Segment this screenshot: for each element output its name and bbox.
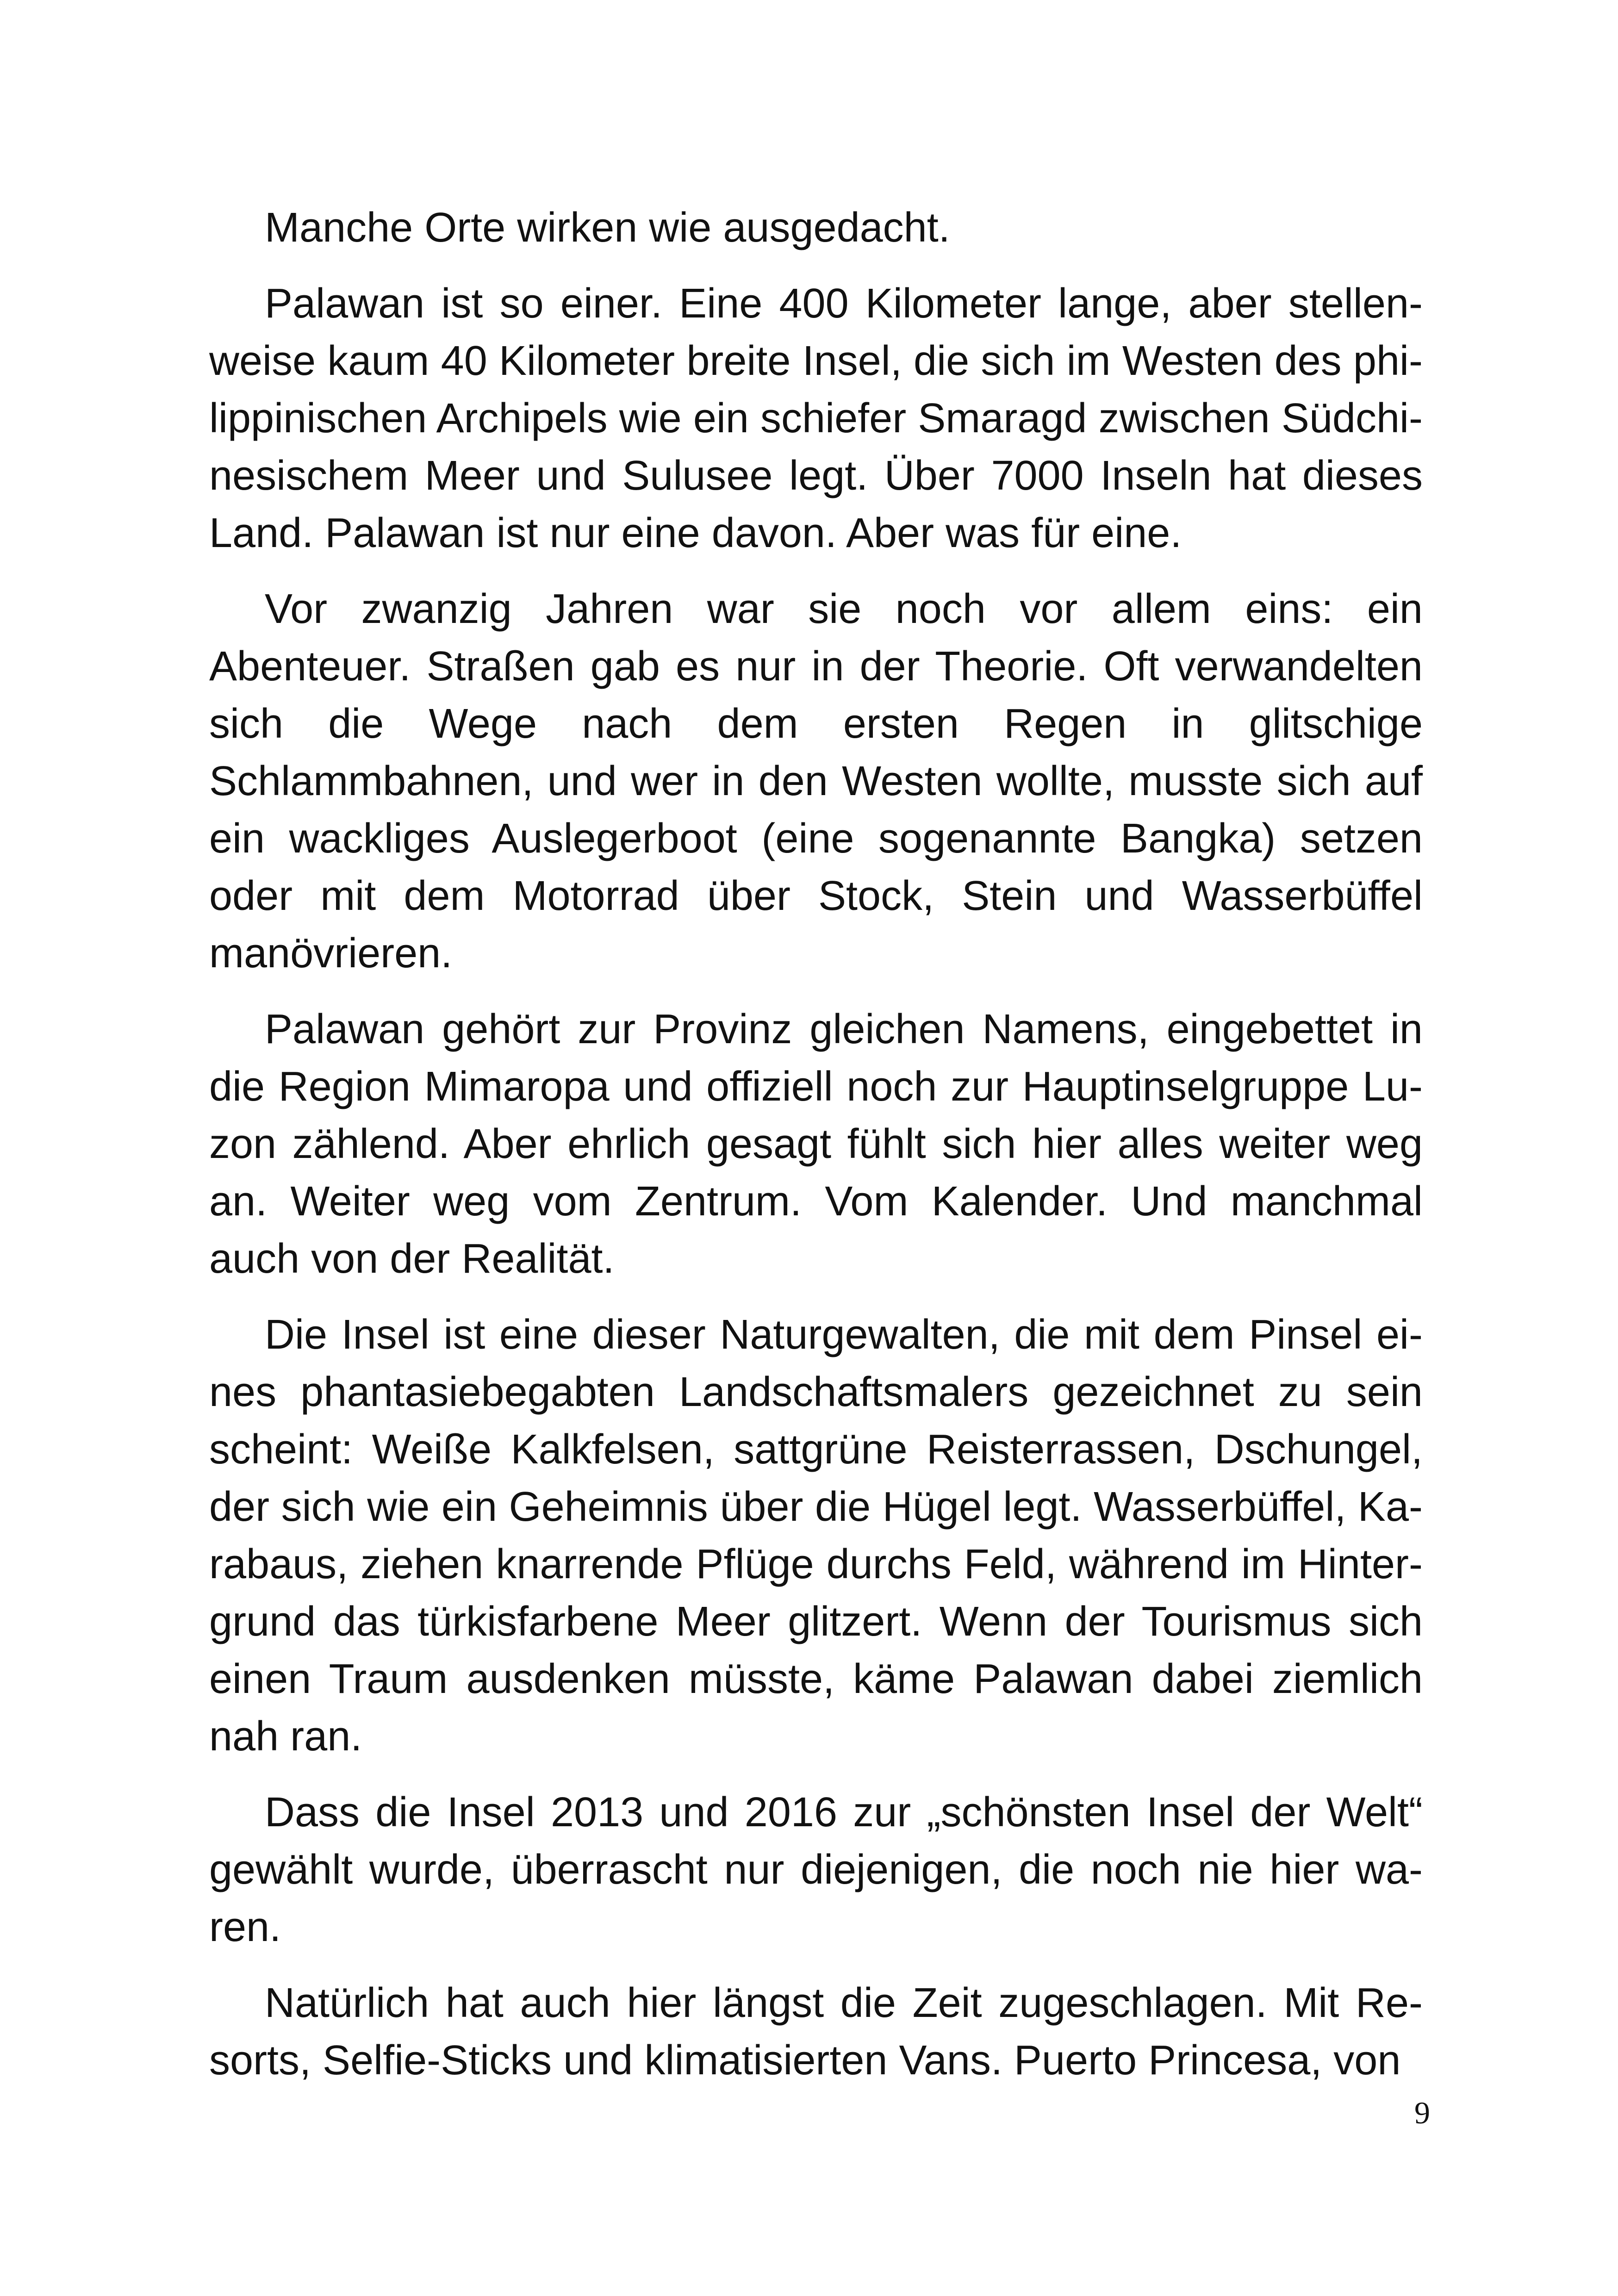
paragraph: Dass die Insel 2013 und 2016 zur „schönsten Insel der Welt“ gewählt wurde, überrascht nur diejenigen, die noch nie hier waren. bbox=[209, 1789, 1423, 1950]
paragraph: Vor zwanzig Jahren war sie noch vor allem eins: ein Abenteuer. Straßen gab es nur in der Theorie. Oft verwandelten sich die Wege nach dem ersten Regen in glitschige Schlammbahnen, und wer in den Westen wollte, musste sich auf ein wackliges Auslegerboot (eine sogenannte Bangka) setzen oder mit dem Motorrad über Stock, Stein und Wasserbüffel manövrieren. bbox=[209, 586, 1423, 977]
body-text bbox=[209, 199, 1423, 2108]
paragraph: Natürlich hat auch hier längst die Zeit zugeschlagen. Mit Resorts, Selfie-Sticks und klimatisierten Vans. Puerto Princesa, von bbox=[209, 1980, 1423, 2084]
page-number: 9 bbox=[1414, 2095, 1430, 2130]
paragraph: Die Insel ist eine dieser Naturgewalten, die mit dem Pinsel eines phantasiebegabten Landschaftsmalers gezeichnet zu sein scheint: Weiße Kalkfelsen, sattgrüne Reisterrassen, Dschungel, der sich wie ein Geheimnis über die Hügel legt. Wasserbüffel, Karabaus, ziehen knarrende Pflüge durchs Feld, während im Hintergrund das türkisfarbene Meer glitzert. Wenn der Tourismus sich einen Traum ausdenken müsste, käme Palawan dabei ziemlich nah ran. bbox=[209, 1312, 1423, 1760]
paragraph: Palawan gehört zur Provinz gleichen Namens, eingebettet in die Region Mimaropa und offiziell noch zur Hauptinselgruppe Luzon zählend. Aber ehrlich gesagt fühlt sich hier alles weiter weg an. Weiter weg vom Zentrum. Vom Kalender. Und manchmal auch von der Realität. bbox=[209, 1006, 1423, 1282]
paragraph: Palawan ist so einer. Eine 400 Kilometer lange, aber stellenweise kaum 40 Kilometer breite Insel, die sich im Westen des philippinischen Archipels wie ein schiefer Smaragd zwischen Südchinesischem Meer und Sulusee legt. Über 7000 Inseln hat dieses Land. Palawan ist nur eine davon. Aber was für eine. bbox=[209, 280, 1423, 556]
paragraph: Manche Orte wirken wie ausgedacht. bbox=[265, 205, 950, 251]
